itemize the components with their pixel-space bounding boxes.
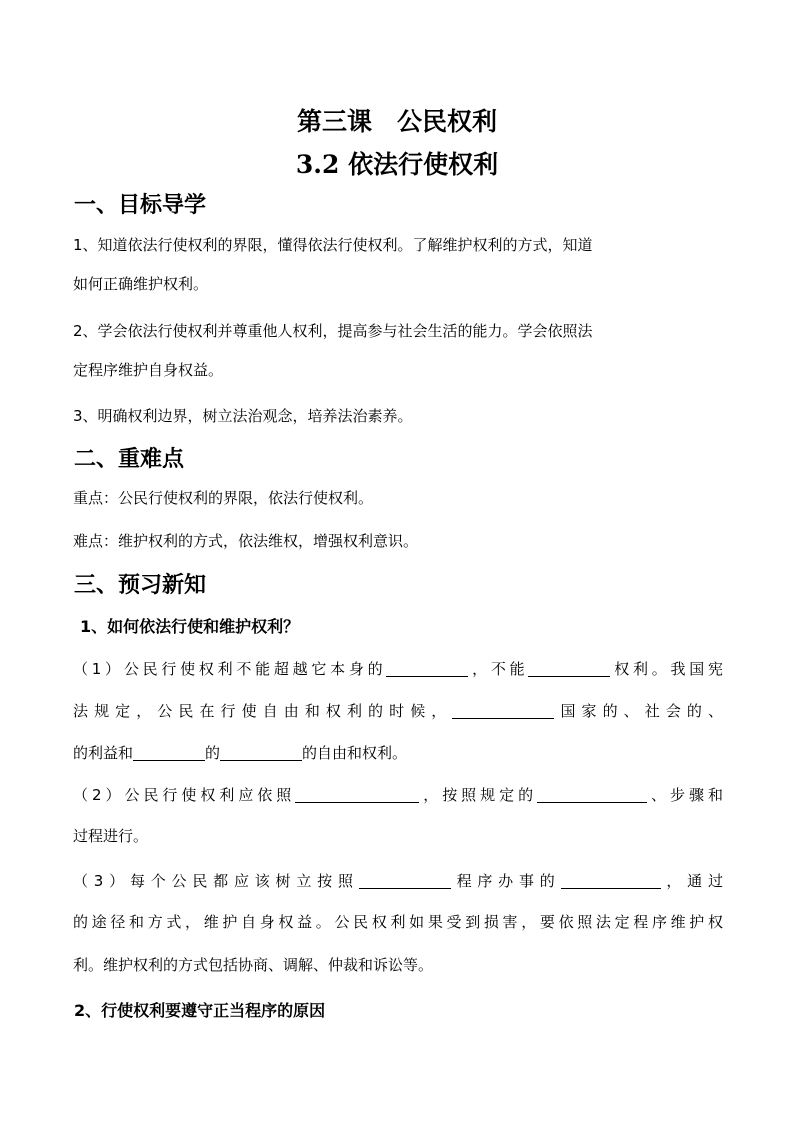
fill-blank[interactable] xyxy=(452,702,554,719)
difficult-point: 难点：维护权利的方式，依法维权，增强权利意识。 xyxy=(73,532,419,550)
fill-blank[interactable] xyxy=(220,744,302,761)
fill-blank[interactable] xyxy=(561,872,661,889)
fill-blank[interactable] xyxy=(295,786,419,803)
fill-blank[interactable] xyxy=(528,660,610,677)
question-2-title: 2、行使权利要遵守正当程序的原因 xyxy=(74,1001,326,1020)
objective-2-line1: 2、学会依法行使权利并尊重他人权利，提高参与社会生活的能力。学会依照法 xyxy=(73,322,593,340)
key-point: 重点：公民行使权利的界限，依法行使权利。 xyxy=(73,489,374,507)
q1-p2-line1: （2）公民行使权利应依照 ，按照规定的 、步骤和 xyxy=(73,786,723,804)
question-1-title: 1、如何依法行使和维护权利？ xyxy=(80,617,300,636)
section-title: 3.2 依法行使权利 xyxy=(295,150,499,179)
objective-1-line1: 1、知道依法行使权利的界限，懂得依法行使权利。了解维护权利的方式，知道 xyxy=(73,236,593,254)
lesson-title: 第三课 公民权利 xyxy=(296,107,497,136)
fill-blank[interactable] xyxy=(537,786,647,803)
q1-p3-line1: （3）每个公民都应该树立按照 程序办事的 ，通过 xyxy=(73,872,723,890)
objective-3: 3、明确权利边界，树立法治观念，培养法治素养。 xyxy=(73,407,413,425)
q1-p1-line2: 法规定，公民在行使自由和权利的时候， 国家的、社会的、 xyxy=(73,702,723,720)
heading-preview: 三、预习新知 xyxy=(74,573,207,598)
q1-p1-line1: （1）公民行使权利不能超越它本身的 ，不能 权利。我国宪 xyxy=(73,660,723,678)
q1-p3-line2: 的途径和方式，维护自身权益。公民权利如果受到损害，要依照法定程序维护权 xyxy=(73,913,723,931)
q1-p2-line2: 过程进行。 xyxy=(73,827,149,845)
objective-2-line2: 定程序维护自身权益。 xyxy=(73,361,224,379)
q1-p1-line3: 的利益和 的 的自由和权利。 xyxy=(73,744,408,762)
fill-blank[interactable] xyxy=(133,744,205,761)
fill-blank[interactable] xyxy=(359,872,451,889)
heading-key-points: 二、重难点 xyxy=(74,447,185,472)
fill-blank[interactable] xyxy=(386,660,468,677)
heading-objectives: 一、目标导学 xyxy=(74,193,207,218)
objective-1-line2: 如何正确维护权利。 xyxy=(73,275,209,293)
q1-p3-line3: 利。维护权利的方式包括协商、调解、仲裁和诉讼等。 xyxy=(73,956,434,974)
